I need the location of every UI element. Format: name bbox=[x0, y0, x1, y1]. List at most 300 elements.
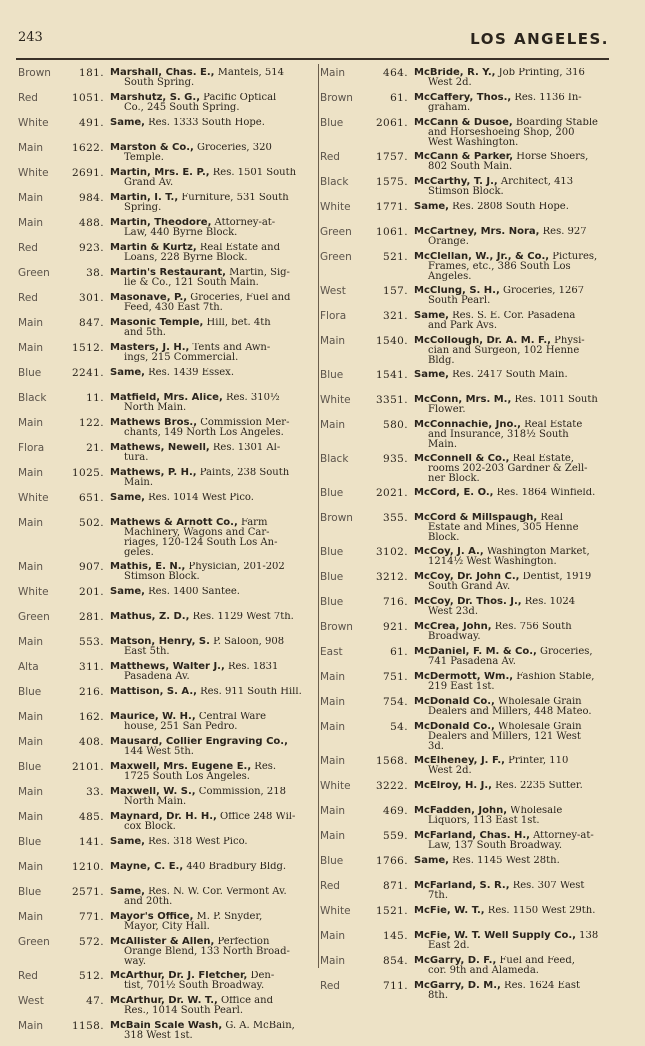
entry-detail: Res. 911 South Hill. bbox=[196, 687, 302, 697]
exchange-name: Brown bbox=[320, 622, 353, 633]
entry-detail: Washington Market, bbox=[483, 547, 590, 557]
entry-text bbox=[110, 937, 312, 967]
subscriber-name: McCollough, Dr. A. M. F., bbox=[414, 336, 551, 346]
entry-detail: Res. 310½ bbox=[222, 393, 280, 403]
exchange-name: Main bbox=[320, 956, 346, 967]
phone-number: 54. bbox=[390, 722, 408, 733]
exchange-name: White bbox=[18, 493, 49, 504]
directory-entry bbox=[320, 981, 612, 1006]
entry-text bbox=[110, 687, 312, 697]
entry-text bbox=[414, 177, 612, 197]
entry-text bbox=[110, 243, 312, 263]
phone-number: 572. bbox=[79, 937, 104, 948]
entry-continuation: Main. bbox=[428, 439, 458, 450]
entry-detail: Attorney-at- bbox=[529, 831, 594, 841]
entry-detail: Res. 318 West Pico. bbox=[144, 837, 248, 847]
entry-detail: Res. 1333 South Hope. bbox=[144, 118, 265, 128]
subscriber-name: Martin, Theodore, bbox=[110, 218, 212, 228]
entry-continuation: chants, 149 North Los Angeles. bbox=[124, 427, 284, 438]
entry-continuation: West 2d. bbox=[428, 765, 472, 776]
exchange-name: Main bbox=[18, 812, 44, 823]
subscriber-name: Maxwell, W. S., bbox=[110, 787, 196, 797]
directory-entry bbox=[18, 393, 312, 418]
entry-detail: Res. 1145 West 28th. bbox=[448, 856, 560, 866]
entry-continuation: 318 West 1st. bbox=[124, 1030, 193, 1041]
directory-entry bbox=[18, 118, 312, 143]
exchange-name: Main bbox=[18, 712, 44, 723]
entry-detail: Printer, 110 bbox=[504, 756, 569, 766]
entry-text bbox=[110, 493, 312, 503]
entry-text bbox=[414, 856, 612, 866]
entry-detail: Res. 1014 West Pico. bbox=[144, 493, 254, 503]
exchange-name: White bbox=[320, 781, 351, 792]
entry-text bbox=[414, 336, 612, 366]
entry-text bbox=[414, 722, 612, 752]
entry-detail: G. A. McBain, bbox=[222, 1021, 295, 1031]
entry-text bbox=[414, 152, 612, 172]
subscriber-name: McArthur, Dr. W. T., bbox=[110, 996, 218, 1006]
entry-text bbox=[414, 395, 612, 415]
subscriber-name: Same, bbox=[414, 370, 449, 380]
subscriber-name: McDonald Co., bbox=[414, 697, 495, 707]
directory-entry bbox=[18, 662, 312, 687]
exchange-name: Blue bbox=[320, 856, 344, 867]
directory-entry bbox=[320, 572, 612, 597]
entry-continuation: Angeles. bbox=[428, 271, 472, 282]
entry-continuation: Loans, 228 Byrne Block. bbox=[124, 252, 248, 263]
exchange-name: Blue bbox=[320, 488, 344, 499]
subscriber-name: McDaniel, F. M. & Co., bbox=[414, 647, 537, 657]
entry-continuation: South Spring. bbox=[124, 77, 195, 88]
entry-detail: Wholesale bbox=[507, 806, 563, 816]
entry-continuation: way. bbox=[124, 956, 147, 967]
directory-entry bbox=[18, 637, 312, 662]
page-header bbox=[18, 30, 609, 52]
entry-text bbox=[110, 587, 312, 597]
subscriber-name: McElheney, J. F., bbox=[414, 756, 505, 766]
phone-number: 162. bbox=[79, 712, 104, 723]
directory-entry bbox=[18, 443, 312, 468]
entry-continuation: Co., 245 South Spring. bbox=[124, 102, 240, 113]
directory-entry bbox=[320, 286, 612, 311]
phone-number: 3102. bbox=[375, 547, 408, 558]
directory-entry bbox=[320, 118, 612, 152]
entry-detail: Res. 756 South bbox=[491, 622, 572, 632]
subscriber-name: McCarthy, T. J., bbox=[414, 177, 498, 187]
phone-number: 651. bbox=[79, 493, 104, 504]
exchange-name: Green bbox=[320, 227, 352, 238]
page-number: 243 bbox=[18, 30, 43, 45]
phone-number: 157. bbox=[383, 286, 408, 297]
entry-continuation: South Pearl. bbox=[428, 295, 491, 306]
phone-number: 11. bbox=[86, 393, 104, 404]
phone-number: 1622. bbox=[71, 143, 104, 154]
entry-detail: Groceries, Fuel and bbox=[187, 293, 291, 303]
entry-text bbox=[414, 756, 612, 776]
entry-text bbox=[110, 418, 312, 438]
exchange-name: Red bbox=[18, 93, 38, 104]
exchange-name: Main bbox=[320, 68, 346, 79]
entry-detail: Res. 1011 South bbox=[511, 395, 598, 405]
entry-detail: Pacific Optical bbox=[200, 93, 277, 103]
exchange-name: Main bbox=[18, 468, 44, 479]
directory-entry bbox=[18, 318, 312, 343]
entry-continuation: Spring. bbox=[124, 202, 162, 213]
exchange-name: Main bbox=[320, 806, 346, 817]
entry-detail: Perfection bbox=[214, 937, 270, 947]
entry-continuation: 7th. bbox=[428, 890, 448, 901]
exchange-name: Main bbox=[320, 756, 346, 767]
entry-text bbox=[110, 737, 312, 757]
entry-text bbox=[110, 712, 312, 732]
subscriber-name: McClellan, W., Jr., & Co., bbox=[414, 252, 550, 262]
exchange-name: Main bbox=[320, 831, 346, 842]
entry-continuation: Stimson Block. bbox=[428, 186, 504, 197]
phone-number: 1061. bbox=[375, 227, 408, 238]
entry-continuation: East 2d. bbox=[428, 940, 470, 951]
subscriber-name: Same, bbox=[414, 311, 449, 321]
exchange-name: Blue bbox=[320, 597, 344, 608]
subscriber-name: Marston & Co., bbox=[110, 143, 194, 153]
entry-continuation: North Main. bbox=[124, 402, 187, 413]
entry-detail: Office and bbox=[217, 996, 273, 1006]
subscriber-name: Same, bbox=[110, 368, 145, 378]
exchange-name: Green bbox=[18, 937, 50, 948]
column-divider bbox=[318, 64, 319, 968]
phone-number: 61. bbox=[390, 93, 408, 104]
entry-text bbox=[110, 143, 312, 163]
directory-entry bbox=[320, 622, 612, 647]
phone-number: 408. bbox=[79, 737, 104, 748]
phone-number: 553. bbox=[79, 637, 104, 648]
entry-detail: Attorney-at- bbox=[211, 218, 276, 228]
entry-continuation: Law, 440 Byrne Block. bbox=[124, 227, 238, 238]
exchange-name: Red bbox=[18, 971, 38, 982]
entry-detail: Res. 1024 bbox=[521, 597, 576, 607]
directory-entry bbox=[320, 420, 612, 454]
phone-number: 711. bbox=[383, 981, 408, 992]
entry-text bbox=[414, 981, 612, 1001]
directory-entry bbox=[18, 562, 312, 587]
entry-continuation: Estate and Mines, 305 Henne bbox=[428, 522, 579, 533]
exchange-name: Black bbox=[320, 454, 349, 465]
entry-detail: Res. 1150 West 29th. bbox=[484, 906, 596, 916]
entry-text bbox=[110, 562, 312, 582]
directory-entry bbox=[18, 687, 312, 712]
entry-text bbox=[110, 637, 312, 657]
subscriber-name: Masonave, P., bbox=[110, 293, 188, 303]
phone-number: 61. bbox=[390, 647, 408, 658]
exchange-name: Blue bbox=[18, 368, 42, 379]
directory-entry bbox=[320, 513, 612, 547]
exchange-name: Main bbox=[320, 336, 346, 347]
entry-text bbox=[414, 931, 612, 951]
phone-number: 771. bbox=[79, 912, 104, 923]
subscriber-name: Mathews Bros., bbox=[110, 418, 198, 428]
subscriber-name: Masters, J. H., bbox=[110, 343, 190, 353]
subscriber-name: Marshutz, S. G., bbox=[110, 93, 200, 103]
entry-continuation: house, 251 San Pedro. bbox=[124, 721, 238, 732]
entry-text bbox=[110, 343, 312, 363]
subscriber-name: Mattison, S. A., bbox=[110, 687, 197, 697]
entry-text bbox=[414, 622, 612, 642]
entry-text bbox=[414, 906, 612, 916]
entry-text bbox=[110, 68, 312, 88]
exchange-name: Main bbox=[18, 912, 44, 923]
entry-text bbox=[110, 612, 312, 622]
subscriber-name: McBride, R. Y., bbox=[414, 68, 496, 78]
entry-text bbox=[414, 202, 612, 212]
entry-text bbox=[414, 420, 612, 450]
left-column bbox=[18, 68, 312, 1046]
phone-number: 751. bbox=[383, 672, 408, 683]
exchange-name: Blue bbox=[18, 762, 42, 773]
phone-number: 847. bbox=[79, 318, 104, 329]
subscriber-name: Mathews, Newell, bbox=[110, 443, 210, 453]
right-column bbox=[320, 68, 612, 1006]
entry-text bbox=[110, 318, 312, 338]
entry-detail: Res. 1129 West 7th. bbox=[189, 612, 294, 622]
entry-text bbox=[414, 881, 612, 901]
entry-text bbox=[110, 393, 312, 413]
exchange-name: Main bbox=[18, 1021, 44, 1032]
directory-entry bbox=[18, 243, 312, 268]
phone-number: 2571. bbox=[71, 887, 104, 898]
directory-entry bbox=[18, 293, 312, 318]
entry-detail: Wholesale Grain bbox=[494, 697, 582, 707]
phone-number: 716. bbox=[383, 597, 408, 608]
exchange-name: Green bbox=[18, 612, 50, 623]
subscriber-name: Same, bbox=[414, 856, 449, 866]
entry-detail: Res. 2417 South Main. bbox=[448, 370, 568, 380]
entry-text bbox=[110, 837, 312, 847]
phone-number: 512. bbox=[79, 971, 104, 982]
entry-detail: Paints, 238 South bbox=[196, 468, 290, 478]
directory-entry bbox=[18, 418, 312, 443]
entry-text bbox=[110, 218, 312, 238]
subscriber-name: McElroy, H. J., bbox=[414, 781, 492, 791]
entry-detail: Res. 927 bbox=[539, 227, 587, 237]
entry-detail: Hill, bet. 4th bbox=[203, 318, 271, 328]
subscriber-name: McCann & Parker, bbox=[414, 152, 514, 162]
exchange-name: Main bbox=[18, 318, 44, 329]
city-heading: LOS ANGELES. bbox=[470, 30, 609, 48]
directory-entry bbox=[18, 837, 312, 862]
entry-detail: Res. bbox=[251, 762, 277, 772]
entry-detail: Groceries, 1267 bbox=[499, 286, 585, 296]
entry-text bbox=[414, 647, 612, 667]
entry-continuation: Pasadena Av. bbox=[124, 671, 190, 682]
directory-entry bbox=[18, 268, 312, 293]
directory-entry bbox=[320, 152, 612, 177]
entry-detail: Res. 1301 Al- bbox=[209, 443, 281, 453]
exchange-name: Main bbox=[18, 862, 44, 873]
phone-number: 1540. bbox=[375, 336, 408, 347]
phone-number: 1757. bbox=[375, 152, 408, 163]
directory-entry bbox=[18, 762, 312, 787]
directory-entry bbox=[320, 906, 612, 931]
phone-number: 122. bbox=[79, 418, 104, 429]
subscriber-name: Matthews, Walter J., bbox=[110, 662, 225, 672]
exchange-name: Brown bbox=[18, 68, 51, 79]
exchange-name: Main bbox=[18, 518, 44, 529]
entry-text bbox=[414, 488, 612, 498]
directory-entry bbox=[320, 597, 612, 622]
entry-continuation: cox Block. bbox=[124, 821, 176, 832]
directory-entry bbox=[18, 518, 312, 562]
entry-detail: Res. 2808 South Hope. bbox=[448, 202, 569, 212]
entry-continuation: Orange. bbox=[428, 236, 469, 247]
subscriber-name: Mathis, E. N., bbox=[110, 562, 186, 572]
subscriber-name: McCoy, Dr. John C., bbox=[414, 572, 520, 582]
entry-text bbox=[110, 762, 312, 782]
entry-continuation: geles. bbox=[124, 547, 154, 558]
subscriber-name: McCoy, J. A., bbox=[414, 547, 484, 557]
directory-entry bbox=[18, 143, 312, 168]
entry-continuation: Broadway. bbox=[428, 631, 481, 642]
entry-text bbox=[414, 831, 612, 851]
entry-detail: Farm bbox=[237, 518, 268, 528]
entry-text bbox=[414, 311, 612, 331]
entry-continuation: ings, 215 Commercial. bbox=[124, 352, 239, 363]
phone-number: 181. bbox=[79, 68, 104, 79]
entry-detail: Job Printing, 316 bbox=[495, 68, 585, 78]
exchange-name: Red bbox=[320, 981, 340, 992]
phone-number: 2101. bbox=[71, 762, 104, 773]
entry-continuation: rooms 202-203 Gardner & Zell- bbox=[428, 463, 588, 474]
entry-continuation: West 2d. bbox=[428, 77, 472, 88]
directory-entry bbox=[320, 856, 612, 881]
phone-number: 491. bbox=[79, 118, 104, 129]
directory-entry bbox=[320, 311, 612, 336]
exchange-name: Main bbox=[18, 637, 44, 648]
directory-entry bbox=[320, 454, 612, 488]
entry-text bbox=[414, 572, 612, 592]
directory-entry bbox=[320, 68, 612, 93]
subscriber-name: Marshall, Chas. E., bbox=[110, 68, 215, 78]
phone-number: 321. bbox=[383, 311, 408, 322]
phone-number: 216. bbox=[79, 687, 104, 698]
entry-continuation: and Horseshoeing Shop, 200 bbox=[428, 127, 575, 138]
subscriber-name: Same, bbox=[110, 837, 145, 847]
exchange-name: Main bbox=[320, 722, 346, 733]
entry-text bbox=[414, 93, 612, 113]
entry-detail: Groceries, 320 bbox=[193, 143, 272, 153]
phone-number: 754. bbox=[383, 697, 408, 708]
directory-entry bbox=[320, 547, 612, 572]
exchange-name: Main bbox=[18, 737, 44, 748]
phone-number: 311. bbox=[79, 662, 104, 673]
entry-continuation: Grand Av. bbox=[124, 177, 174, 188]
phone-number: 21. bbox=[86, 443, 104, 454]
exchange-name: Main bbox=[320, 931, 346, 942]
directory-entry bbox=[320, 336, 612, 370]
exchange-name: Main bbox=[18, 562, 44, 573]
entry-continuation: 741 Pasadena Av. bbox=[428, 656, 516, 667]
directory-entry bbox=[18, 996, 312, 1021]
subscriber-name: Same, bbox=[110, 493, 145, 503]
phone-number: 301. bbox=[79, 293, 104, 304]
entry-text bbox=[110, 193, 312, 213]
phone-number: 469. bbox=[383, 806, 408, 817]
entry-detail: Furniture, 531 South bbox=[178, 193, 289, 203]
directory-entry bbox=[320, 781, 612, 806]
entry-continuation: and Park Avs. bbox=[428, 320, 498, 331]
entry-detail: Groceries, bbox=[536, 647, 593, 657]
exchange-name: Red bbox=[18, 243, 38, 254]
entry-text bbox=[414, 252, 612, 282]
directory-entry bbox=[18, 737, 312, 762]
subscriber-name: McFie, W. T., bbox=[414, 906, 485, 916]
exchange-name: Main bbox=[18, 193, 44, 204]
subscriber-name: McAllister & Allen, bbox=[110, 937, 215, 947]
entry-text bbox=[110, 168, 312, 188]
phone-number: 3222. bbox=[375, 781, 408, 792]
entry-text bbox=[414, 806, 612, 826]
directory-entry bbox=[320, 806, 612, 831]
entry-text bbox=[110, 368, 312, 378]
exchange-name: Flora bbox=[18, 443, 45, 454]
directory-entry bbox=[320, 831, 612, 856]
subscriber-name: Mathews & Arnott Co., bbox=[110, 518, 238, 528]
entry-text bbox=[110, 912, 312, 932]
directory-entry bbox=[18, 587, 312, 612]
subscriber-name: McArthur, Dr. J. Fletcher, bbox=[110, 971, 248, 981]
entry-detail: Res. 1864 Winfield. bbox=[493, 488, 596, 498]
subscriber-name: McClung, S. H., bbox=[414, 286, 500, 296]
entry-detail: Res. S. E. Cor. Pasadena bbox=[448, 311, 576, 321]
subscriber-name: Mayne, C. E., bbox=[110, 862, 184, 872]
directory-entry bbox=[320, 177, 612, 202]
entry-detail: Commission Mer- bbox=[197, 418, 290, 428]
entry-text bbox=[110, 93, 312, 113]
entry-continuation: Mayor, City Hall. bbox=[124, 921, 210, 932]
entry-detail: Res. 1501 South bbox=[209, 168, 297, 178]
entry-continuation: Temple. bbox=[124, 152, 164, 163]
subscriber-name: McCrea, John, bbox=[414, 622, 492, 632]
subscriber-name: McCoy, Dr. Thos. J., bbox=[414, 597, 522, 607]
phone-number: 1512. bbox=[71, 343, 104, 354]
phone-number: 1541. bbox=[375, 370, 408, 381]
directory-entry bbox=[320, 252, 612, 286]
entry-continuation: Machinery, Wagons and Car- bbox=[124, 527, 270, 538]
entry-continuation: riages, 120-124 South Los An- bbox=[124, 537, 278, 548]
subscriber-name: Maynard, Dr. H. H., bbox=[110, 812, 217, 822]
subscriber-name: Martin's Restaurant, bbox=[110, 268, 226, 278]
entry-continuation: lie & Co., 121 South Main. bbox=[124, 277, 259, 288]
entry-detail: Res. 1624 East bbox=[500, 981, 581, 991]
phone-number: 464. bbox=[383, 68, 408, 79]
phone-number: 2241. bbox=[71, 368, 104, 379]
entry-text bbox=[110, 518, 312, 558]
exchange-name: Blue bbox=[18, 687, 42, 698]
entry-continuation: North Main. bbox=[124, 796, 187, 807]
subscriber-name: Martin & Kurtz, bbox=[110, 243, 197, 253]
entry-continuation: graham. bbox=[428, 102, 471, 113]
entry-text bbox=[110, 787, 312, 807]
subscriber-name: McConnell & Co., bbox=[414, 454, 510, 464]
subscriber-name: McCann & Dusoe, bbox=[414, 118, 513, 128]
entry-text bbox=[414, 454, 612, 484]
entry-continuation: cor. 9th and Alameda. bbox=[428, 965, 539, 976]
entry-detail: M. P. Snyder, bbox=[193, 912, 263, 922]
phone-number: 923. bbox=[79, 243, 104, 254]
entry-detail: Architect, 413 bbox=[497, 177, 574, 187]
phone-number: 1568. bbox=[375, 756, 408, 767]
directory-entry bbox=[320, 931, 612, 956]
entry-text bbox=[110, 293, 312, 313]
phone-number: 1051. bbox=[71, 93, 104, 104]
